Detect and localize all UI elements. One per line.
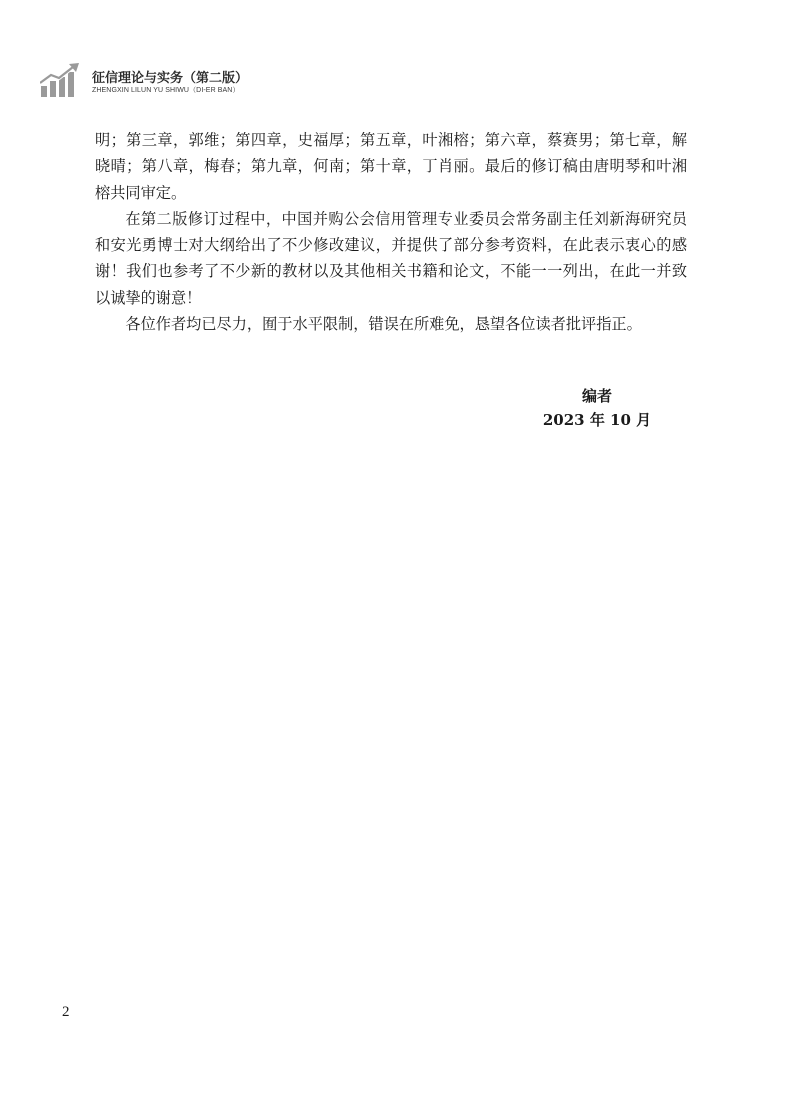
- paragraph-authors: 明；第三章，郭维；第四章，史福厚；第五章，叶湘榕；第六章，蔡赛男；第七章，解晓晴；第八章，梅春；第九章，何南；第十章，丁肖丽。最后的修订稿由唐明琴和叶湘榕共同审定。: [95, 131, 687, 202]
- book-title-pinyin: ZHENGXIN LILUN YU SHIWU（DI-ER BAN）: [92, 87, 240, 94]
- bar-chart-rising-arrow-icon: [40, 62, 82, 98]
- page-number: 2: [62, 1004, 70, 1020]
- paragraph-disclaimer: 各位作者均已尽力，囿于水平限制，错误在所难免，恳望各位读者批评指正。: [125, 315, 642, 334]
- signature-block: [530, 384, 664, 432]
- signature-date: 2023 年 10 月: [542, 411, 652, 429]
- signature-author: 编者: [581, 387, 612, 405]
- paragraph-acknowledgements: 在第二版修订过程中，中国并购公会信用管理专业委员会常务副主任刘新海研究员和安光勇博士对大纲给出了不少修改建议，并提供了部分参考资料，在此表示衷心的感谢！我们也参考了不少新的教材以及其他相关书籍和论文，不能一一列出，在此一并致以诚挚的谢意！: [95, 209, 687, 307]
- preface-body: [95, 127, 687, 337]
- book-title: 征信理论与实务（第二版）: [92, 71, 249, 86]
